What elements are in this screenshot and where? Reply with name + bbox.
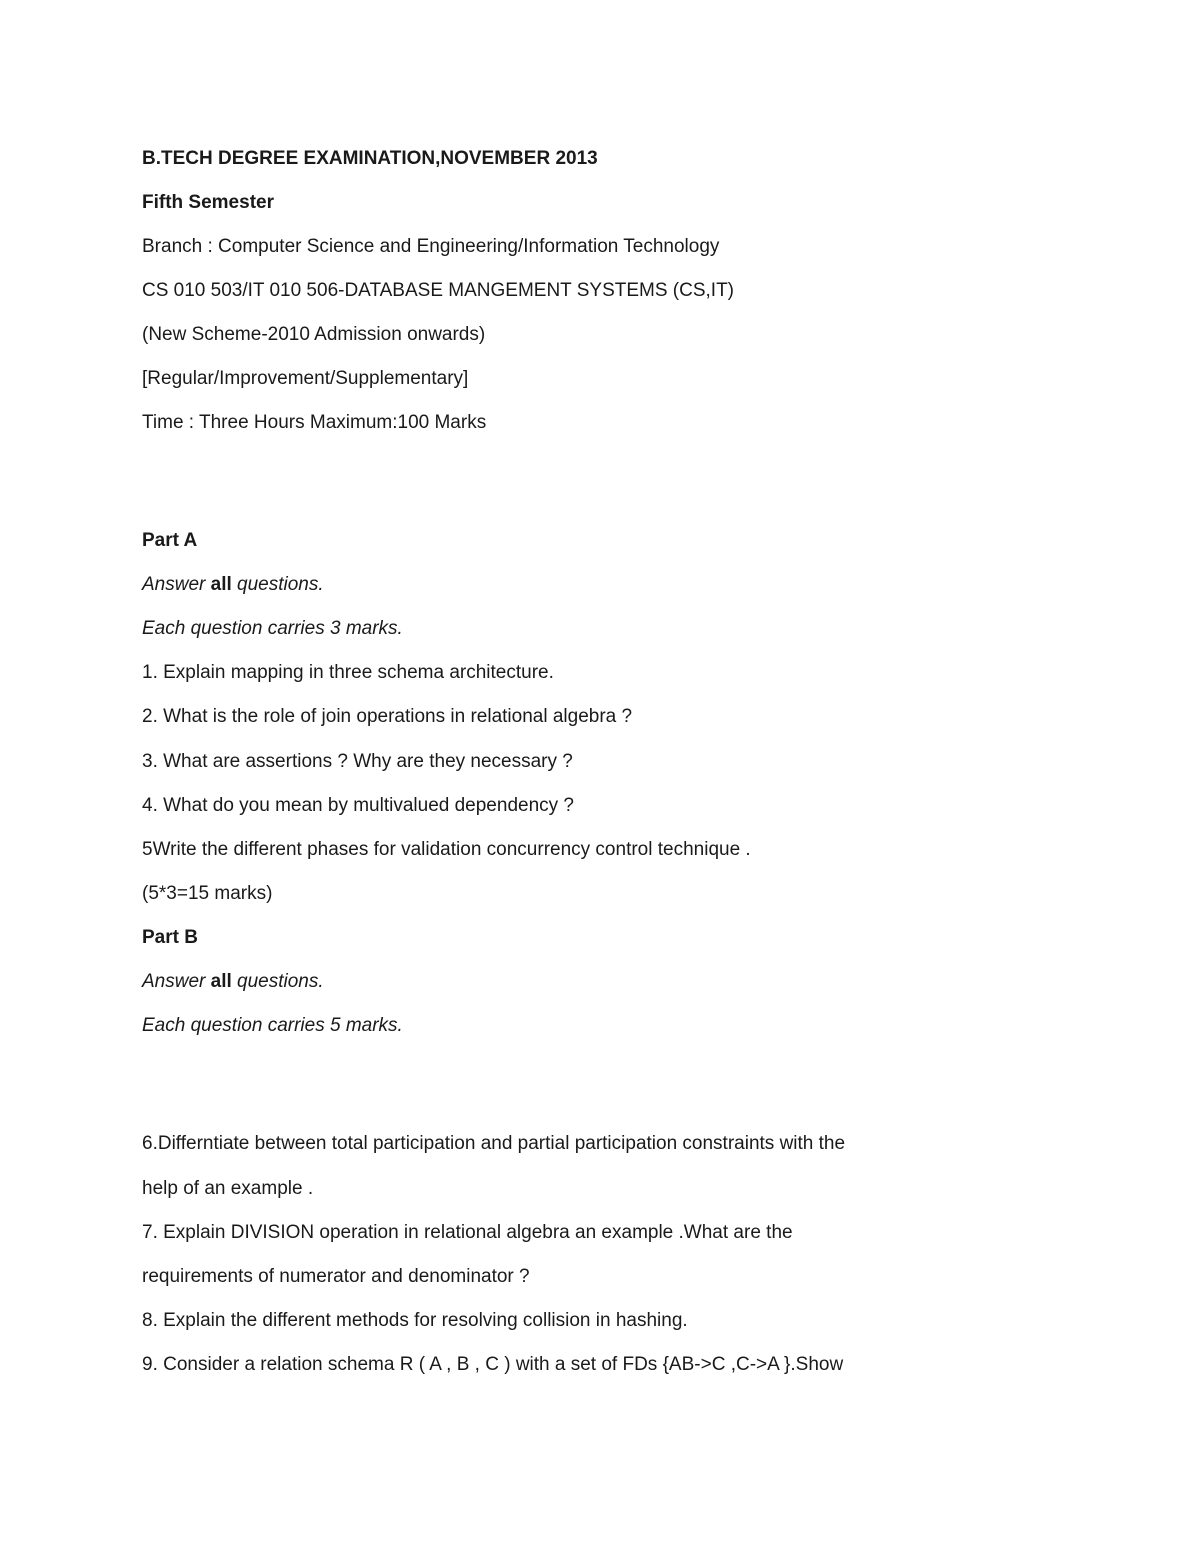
part-b-instruction-marks: Each question carries 5 marks.	[142, 1015, 403, 1036]
question-7-line-2: requirements of numerator and denominator ?	[142, 1266, 530, 1287]
question-2: 2. What is the role of join operations in relational algebra ?	[142, 706, 633, 727]
exam-type: [Regular/Improvement/Supplementary]	[142, 368, 469, 389]
question-1: 1. Explain mapping in three schema architecture.	[142, 662, 554, 683]
exam-title: B.TECH DEGREE EXAMINATION,NOVEMBER 2013	[142, 148, 598, 169]
instruction-pre: Answer	[142, 971, 211, 992]
part-a-instruction-answer	[142, 574, 324, 596]
question-6-line-2: help of an example .	[142, 1178, 314, 1199]
part-b-instruction-answer	[142, 971, 324, 993]
question-6-line-1: 6.Differntiate between total participation and partial participation constraints with the	[142, 1133, 846, 1154]
part-b-title: Part B	[142, 927, 198, 948]
instruction-post: questions.	[231, 971, 324, 992]
instruction-pre: Answer	[142, 574, 211, 595]
semester: Fifth Semester	[142, 192, 274, 213]
part-a-title: Part A	[142, 530, 198, 551]
question-8: 8. Explain the different methods for resolving collision in hashing.	[142, 1310, 688, 1331]
question-3: 3. What are assertions ? Why are they necessary ?	[142, 751, 573, 772]
question-7-line-1: 7. Explain DIVISION operation in relational algebra an example .What are the	[142, 1222, 793, 1243]
question-4: 4. What do you mean by multivalued dependency ?	[142, 795, 574, 816]
question-9-line-1: 9. Consider a relation schema R ( A , B , C ) with a set of FDs {AB->C ,C->A }.Show	[142, 1354, 844, 1375]
branch: Branch : Computer Science and Engineering/Information Technology	[142, 236, 720, 257]
course-title: CS 010 503/IT 010 506-DATABASE MANGEMENT SYSTEMS (CS,IT)	[142, 280, 735, 301]
scheme: (New Scheme-2010 Admission onwards)	[142, 324, 486, 345]
instruction-post: questions.	[231, 574, 324, 595]
part-a-total: (5*3=15 marks)	[142, 883, 273, 904]
part-a-instruction-marks: Each question carries 3 marks.	[142, 618, 403, 639]
question-5: 5Write the different phases for validation concurrency control technique .	[142, 839, 751, 860]
instruction-bold: all	[210, 971, 232, 992]
time-marks: Time : Three Hours Maximum:100 Marks	[142, 412, 487, 433]
instruction-bold: all	[210, 574, 232, 595]
